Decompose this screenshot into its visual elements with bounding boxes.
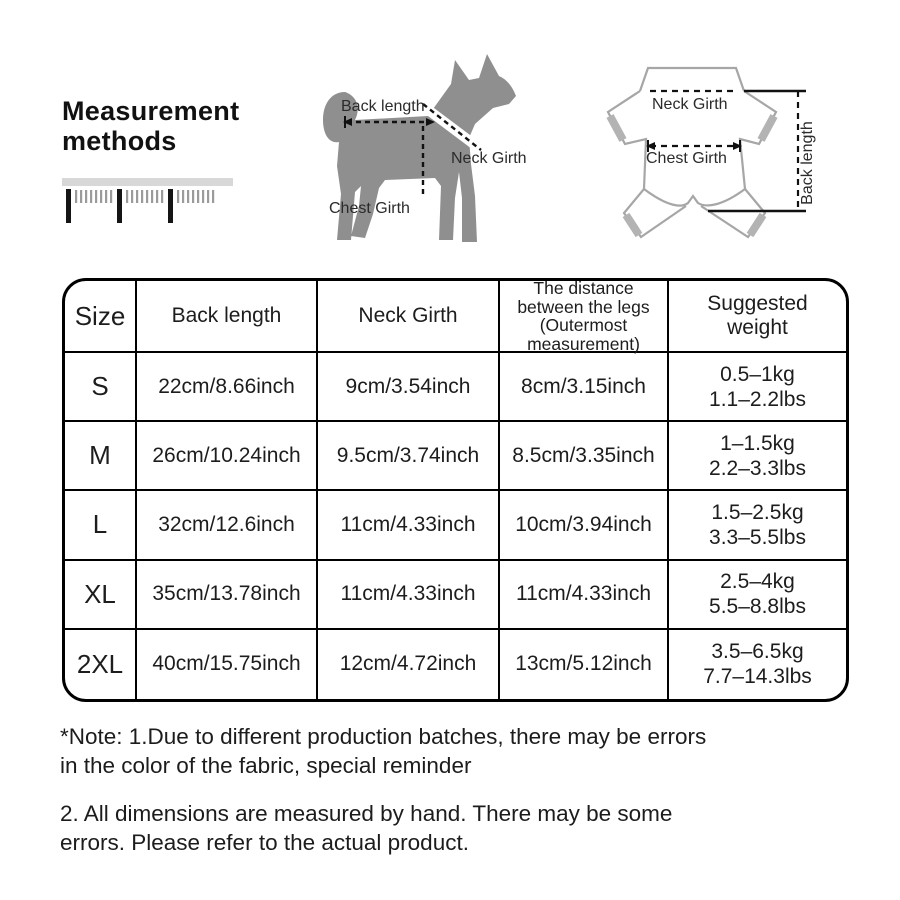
garment-neck-girth-label: Neck Girth xyxy=(652,96,728,113)
table-row-size: L xyxy=(65,491,137,560)
garment-measurement-diagram xyxy=(598,46,848,260)
table-cell-neck-girth: 9cm/3.54inch xyxy=(318,353,500,422)
table-cell-back-length: 35cm/13.78inch xyxy=(137,561,318,630)
table-cell-back-length: 32cm/12.6inch xyxy=(137,491,318,560)
dog-back-length-label: Back length xyxy=(341,98,425,115)
table-cell-weight: 1.5–2.5kg 3.3–5.5lbs xyxy=(669,491,846,560)
page-title xyxy=(62,96,239,156)
dog-chest-girth-label: Chest Girth xyxy=(329,200,410,217)
table-cell-leg-distance: 13cm/5.12inch xyxy=(500,630,669,699)
table-row-size: M xyxy=(65,422,137,491)
garment-chest-girth-label: Chest Girth xyxy=(646,150,727,167)
table-header-neck-girth: Neck Girth xyxy=(318,281,500,353)
table-cell-leg-distance: 8.5cm/3.35inch xyxy=(500,422,669,491)
size-table xyxy=(62,278,849,702)
table-cell-weight: 2.5–4kg 5.5–8.8lbs xyxy=(669,561,846,630)
table-cell-neck-girth: 11cm/4.33inch xyxy=(318,491,500,560)
garment-back-length-label: Back length xyxy=(799,121,816,205)
ruler-icon xyxy=(62,176,234,226)
table-cell-back-length: 40cm/15.75inch xyxy=(137,630,318,699)
dog-measurement-diagram xyxy=(323,46,551,258)
table-header-leg-distance: The distance between the legs (Outermost measurement) xyxy=(500,281,669,353)
note-2: 2. All dimensions are measured by hand. There may be some errors. Please refer to the actual product. xyxy=(60,801,673,855)
table-cell-leg-distance: 11cm/4.33inch xyxy=(500,561,669,630)
table-row-size: XL xyxy=(65,561,137,630)
table-cell-weight: 3.5–6.5kg 7.7–14.3lbs xyxy=(703,640,812,689)
table-header-back-length: Back length xyxy=(137,281,318,353)
table-cell-neck-girth: 9.5cm/3.74inch xyxy=(318,422,500,491)
table-cell-neck-girth: 12cm/4.72inch xyxy=(318,630,500,699)
dog-neck-girth-label: Neck Girth xyxy=(451,150,527,167)
footnotes xyxy=(60,722,872,857)
table-cell-weight: 1–1.5kg 2.2–3.3lbs xyxy=(669,422,846,491)
table-header-size: Size xyxy=(65,281,137,353)
page-title-line1: Measurement xyxy=(62,96,240,126)
table-cell-back-length: 22cm/8.66inch xyxy=(137,353,318,422)
table-cell-back-length: 26cm/10.24inch xyxy=(137,422,318,491)
table-cell-leg-distance: 10cm/3.94inch xyxy=(500,491,669,560)
table-cell-neck-girth: 11cm/4.33inch xyxy=(318,561,500,630)
table-cell-weight: 0.5–1kg 1.1–2.2lbs xyxy=(669,353,846,422)
table-header-suggested-weight: Suggested weight xyxy=(669,281,846,353)
note-1: *Note: 1.Due to different production batches, there may be errors in the color of the fabric, special reminder xyxy=(60,724,707,778)
table-row-size: S xyxy=(65,353,137,422)
table-row-size: 2XL xyxy=(65,630,137,699)
page-title-line2: methods xyxy=(62,126,177,156)
table-cell-leg-distance: 8cm/3.15inch xyxy=(500,353,669,422)
